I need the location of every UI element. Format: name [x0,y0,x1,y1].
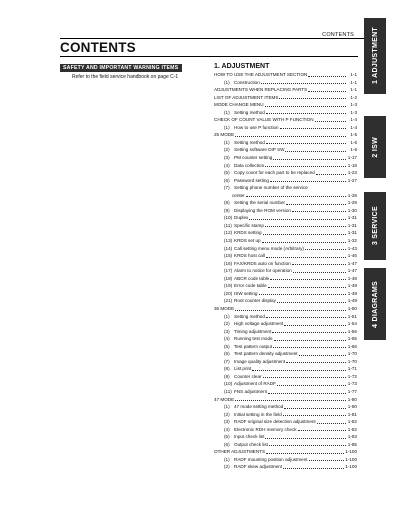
toc-entry-page: 1-47 [347,260,357,266]
toc-entry-number: (4) [224,426,230,432]
toc-entry-number: (16) [224,260,233,266]
toc-entry-page: 1-50 [347,305,357,311]
toc-entry-page: 1-48 [347,275,357,281]
toc-entry-number: (20) [224,290,233,296]
dot-leader [273,159,346,160]
toc-entry[interactable] [214,411,357,419]
toc-entry-page: 1-100 [345,456,357,462]
top-rule [60,38,370,39]
toc-entry-page: 1-81 [347,411,357,417]
toc-entry[interactable] [214,146,357,154]
toc-entry-title: Error code table [234,283,267,289]
toc-entry[interactable] [214,335,357,343]
toc-entry-page: 1-23 [347,170,357,176]
toc-entry-title: HOW TO USE THE ADJUSTMENT SECTION [214,72,308,77]
toc-entry-page: 1-1 [350,72,357,77]
dot-leader [266,143,346,144]
toc-entry[interactable] [214,177,357,185]
toc-entry-number: (3) [224,155,230,161]
toc-entry-title: ISW setting [234,290,258,296]
toc-entry[interactable] [214,275,357,283]
toc-entry-page: 1-49 [347,290,357,296]
toc-entry-title: CHECK OF COUNT VALUE WITH P FUNCTION [214,117,314,123]
dot-leader [283,468,344,469]
toc-entry-title: Input check list [234,434,265,440]
dot-leader [285,151,346,152]
toc-entry[interactable] [214,343,357,351]
toc-entry-number: (6) [224,351,230,357]
dot-leader [308,91,346,92]
toc-entry-number: (1) [224,456,230,462]
toc-entry-page: 1-82 [347,426,357,432]
toc-entry-page: 1-72 [347,373,357,379]
toc-entry-title: Counter clear [234,373,262,379]
toc-entry-number: (10) [224,381,233,387]
dot-leader [268,287,346,288]
toc-entry-title: RADF skew adjustment [234,464,282,470]
dot-leader [292,264,346,265]
toc-entry-number: (3) [224,419,230,425]
dot-leader [266,317,346,318]
toc-entry-title: Setting method [234,109,265,115]
toc-entry-page: 1-18 [347,162,357,168]
toc-entry-number: (8) [224,200,230,206]
dot-leader [249,219,346,220]
toc-entry-page: 1-51 [347,313,357,319]
dot-leader [277,302,346,303]
toc-entry-number: (5) [224,343,230,349]
toc-entry[interactable] [214,237,357,245]
toc-entry-title: 47 mode setting method [234,404,284,410]
toc-entry-title: Displaying the ROM version [234,207,291,213]
toc-entry-number: (8) [224,366,230,372]
dot-leader [259,294,347,295]
toc-entry-title: 25 MODE [214,132,235,138]
toc-entry-title: Call setting menu mode (Arbitrary) [234,245,304,251]
toc-entry-page: 1-29 [347,200,357,206]
toc-entry[interactable] [214,448,357,456]
toc-entry-number: (1) [224,109,230,115]
toc-entry[interactable] [214,426,357,434]
dot-leader [269,445,346,446]
dot-leader [305,249,346,250]
dot-leader [308,76,346,77]
toc-entry-number: (2) [224,411,230,417]
toc-entry-number: (2) [224,147,230,153]
toc-entry-title: 47 MODE [214,396,235,402]
toc-entry-title: 36 MODE [214,305,235,311]
toc-entry[interactable] [214,207,357,215]
toc-entry-number: (1) [224,313,230,319]
dot-leader [263,234,346,235]
toc-entry[interactable] [214,116,357,124]
toc-entry-title: Construction [234,79,260,85]
page-title: CONTENTS [60,40,136,55]
toc-entry-page: 1-31 [347,222,357,228]
toc-entry-page: 1-2 [350,94,357,100]
tab-isw[interactable] [364,116,386,178]
dot-leader [316,174,346,175]
side-tabs [364,0,386,518]
toc-entry-number: (9) [224,207,230,213]
toc-entry-title: Electronic RDH memory check [234,426,297,432]
toc-entry-page: 1-32 [347,238,357,244]
toc-entry-title: FAX/KRDS auto on function [234,260,291,266]
toc-entry[interactable] [214,260,357,268]
toc-entry[interactable] [214,94,357,102]
toc-entry-page: 1-3 [350,109,357,115]
toc-entry-title: OTHER ADJUSTMENTS [214,449,266,455]
toc-entry-page: 1-31 [347,230,357,236]
dot-leader [270,181,346,182]
toc-entry-title: How to use P function [234,124,279,130]
toc-entry[interactable] [214,71,357,79]
toc-entry-title: High voltage adjustment [234,321,284,327]
toc-entry-number: (21) [224,298,233,304]
dot-leader [265,226,346,227]
toc-entry[interactable] [214,328,357,336]
dot-leader [262,242,346,243]
toc-entry-title: List print [234,366,252,372]
dot-leader [286,362,346,363]
toc-entry-page: 1-77 [347,388,357,394]
dot-leader [283,415,346,416]
toc-entry-page: 1-65 [347,336,357,342]
toc-entry[interactable] [214,282,357,290]
toc-entry-title: PM counter setting [234,155,273,161]
toc-entry-number: (1) [224,404,230,410]
toc-entry-number: (5) [224,170,230,176]
toc-entry-title: Copy count for each part to be replaced [234,170,315,176]
toc-entry-number: (4) [224,162,230,168]
toc-entry-number: (3) [224,328,230,334]
toc-entry-title: Setting phone number of the service [234,185,308,191]
toc-entry-page: 1-17 [347,155,357,161]
toc-entry-title: LIST OF ADJUSTMENT ITEMS [214,94,279,100]
toc-entry-title: ADJUSTMENTS WHEN REPLACING PARTS [214,87,308,93]
toc-entry-page: 1-30 [347,207,357,213]
toc-entry-number: (9) [224,373,230,379]
title-rule [60,56,358,57]
toc-entry[interactable] [214,463,357,471]
dot-leader [235,400,346,401]
toc-entry-title: Password setting [234,177,269,183]
tab-diagrams[interactable] [364,268,386,340]
toc-entry-number: (6) [224,441,230,447]
toc-entry[interactable] [214,79,357,87]
toc-list [214,71,357,471]
toc-entry[interactable] [214,124,357,132]
toc-entry-page: 1-6 [350,139,357,145]
toc-entry-number: (10) [224,215,233,221]
toc-entry[interactable] [214,358,357,366]
dot-leader [274,340,346,341]
toc-entry-title: MODE CHANGE MENU [214,102,264,108]
dot-leader [279,98,346,99]
dot-leader [273,347,346,348]
toc-entry-page: 1-80 [347,396,357,402]
toc-entry-number: (5) [224,434,230,440]
toc-entry-title: Test pattern density adjustment [234,351,298,357]
dot-leader [284,408,346,409]
toc-entry-number: (2) [224,321,230,327]
toc-entry-title: FNS adjustment [234,388,267,394]
toc-entry-number: (18) [224,275,233,281]
dot-leader [266,113,346,114]
toc-entry[interactable] [214,267,357,275]
toc-entry-number: (12) [224,230,233,236]
toc-entry-title: ABCR code table [234,275,270,281]
dot-leader [277,385,346,386]
toc-entry-number: (19) [224,283,233,289]
toc-entry-number: (15) [224,253,233,259]
toc-entry[interactable] [214,365,357,373]
toc-entry-title: Setting software DIP SW [234,147,285,153]
toc-entry-title: Specific stamp [234,222,264,228]
dot-leader [265,106,346,107]
toc-entry-number: (7) [224,358,230,364]
toc-entry-page: 1-70 [347,358,357,364]
toc-entry-number: (1) [224,79,230,85]
dot-leader [252,370,346,371]
toc-entry-number: (4) [224,336,230,342]
dot-leader [235,310,346,311]
safety-band: SAFETY AND IMPORTANT WARNING ITEMS [60,64,182,72]
toc-entry-title: Alarm to notice for operation [234,268,292,274]
toc-entry-number: (17) [224,268,233,274]
toc-entry-number: (2) [224,464,230,470]
dot-leader [268,393,346,394]
toc-entry-page: 1-66 [347,343,357,349]
toc-entry[interactable] [214,162,357,170]
dot-leader [270,279,346,280]
toc-entry-page: 1-56 [347,328,357,334]
tab-label: 2 ISW [371,136,379,158]
toc-entry-number: (11) [224,222,232,228]
toc-entry-page: 1-27 [347,177,357,183]
toc-entry[interactable] [214,169,357,177]
tab-label: 1 ADJUSTMENT [371,27,379,85]
toc-entry[interactable] [214,305,357,313]
toc-entry[interactable] [214,109,357,117]
toc-entry-number: (11) [224,388,232,394]
toc-entry-page: 1-4 [350,124,357,130]
toc-entry-page: 1-100 [345,449,357,455]
dot-leader [292,211,346,212]
toc-entry-page: 1-1 [350,79,357,85]
toc-entry-page: 1-47 [347,268,357,274]
toc-entry-title: Timing adjustment [234,328,272,334]
toc-entry-page: 1-82 [347,419,357,425]
toc-entry[interactable] [214,229,357,237]
toc-entry-number: (7) [224,185,230,191]
toc-entry[interactable] [214,154,357,162]
toc-entry-title: Adjustment of RADF [234,381,276,387]
dot-leader [265,166,346,167]
dot-leader [246,196,346,197]
toc-column [214,63,357,471]
toc-entry[interactable] [214,86,357,94]
toc-entry-title: Test pattern output [234,343,273,349]
toc-entry-number: (1) [224,124,230,130]
toc-entry-page: 1-4 [350,117,357,123]
tab-label: 4 DIAGRAMS [371,280,379,328]
toc-entry-page: 1-1 [350,87,357,93]
toc-entry-title: center [232,192,245,198]
toc-entry-page: 1-100 [345,464,357,470]
toc-entry-number: (6) [224,177,230,183]
toc-entry-page: 1-28 [347,192,357,198]
dot-leader [293,272,346,273]
toc-entry[interactable] [214,290,357,298]
toc-entry-page: 1-80 [347,404,357,410]
toc-entry-title: KRDS set up [234,238,261,244]
dot-leader [235,136,346,137]
toc-entry[interactable] [214,192,357,200]
toc-entry-title: Setting method [234,139,265,145]
toc-entry-page: 1-5 [350,132,357,138]
toc-entry-page: 1-70 [347,351,357,357]
safety-note: Refer to the field service handbook on page C-1 [72,74,179,80]
toc-entry[interactable] [214,101,357,109]
left-column [60,64,182,80]
toc-entry-number: (14) [224,245,233,251]
dot-leader [263,377,346,378]
toc-entry-title: Data collection [234,162,265,168]
toc-entry[interactable] [214,214,357,222]
toc-entry-title: KRDS host call [234,253,265,259]
toc-entry-page: 1-3 [350,102,357,108]
tab-label: 3 SERVICE [371,206,379,246]
running-header: CONTENTS [322,32,354,38]
toc-entry[interactable] [214,131,357,139]
section-heading: 1. ADJUSTMENT [214,63,270,70]
toc-entry-title: Duplex [234,215,249,221]
toc-entry[interactable] [214,380,357,388]
toc-entry-title: KRDS setting [234,230,262,236]
toc-entry-page: 1-71 [347,366,357,372]
dot-leader [266,257,346,258]
dot-leader [284,325,346,326]
toc-entry[interactable] [214,403,357,411]
toc-entry-title: Setting method [234,313,265,319]
toc-entry-page: 1-49 [347,298,357,304]
toc-entry[interactable] [214,433,357,441]
toc-entry[interactable] [214,320,357,328]
toc-entry-page: 1-6 [350,147,357,153]
toc-entry-title: Image quality adjustment [234,358,286,364]
toc-entry[interactable] [214,184,357,192]
dot-leader [317,423,346,424]
toc-entry[interactable] [214,245,357,253]
toc-entry[interactable] [214,350,357,358]
toc-entry-page: 1-83 [347,434,357,440]
toc-entry[interactable] [214,139,357,147]
dot-leader [265,438,346,439]
dot-leader [309,460,345,461]
dot-leader [315,121,346,122]
toc-entry-title: RADF mounting position adjustment [234,456,308,462]
toc-entry[interactable] [214,456,357,464]
toc-entry-page: 1-85 [347,441,357,447]
toc-entry-page: 1-46 [347,253,357,259]
dot-leader [280,128,346,129]
toc-entry-number: (1) [224,139,230,145]
toc-entry-title: Root counter display [234,298,276,304]
toc-entry[interactable] [214,297,357,305]
toc-entry[interactable] [214,222,357,230]
dot-leader [299,355,346,356]
toc-entry[interactable] [214,441,357,449]
toc-entry-page: 1-54 [347,321,357,327]
toc-entry-title: Initial setting in the field [234,411,282,417]
toc-entry[interactable] [214,252,357,260]
toc-entry-page: 1-43 [347,245,357,251]
toc-entry-page: 1-73 [347,381,357,387]
toc-entry-title: RADF original size detection adjustment [234,419,316,425]
toc-entry-page: 1-49 [347,283,357,289]
dot-leader [272,332,346,333]
dot-leader [298,430,346,431]
tab-adjustment[interactable] [364,18,386,94]
toc-entry-title: Output check list [234,441,268,447]
toc-entry-page: 1-31 [347,215,357,221]
dot-leader [261,83,346,84]
toc-entry[interactable] [214,396,357,404]
toc-entry[interactable] [214,373,357,381]
toc-entry-title: Setting the serial number [234,200,286,206]
tab-service[interactable] [364,192,386,260]
toc-entry[interactable] [214,418,357,426]
toc-entry[interactable] [214,199,357,207]
dot-leader [286,204,346,205]
toc-entry[interactable] [214,313,357,321]
toc-entry-number: (13) [224,238,233,244]
toc-entry[interactable] [214,388,357,396]
toc-entry-title: Running test mode [234,336,273,342]
dot-leader [266,453,344,454]
